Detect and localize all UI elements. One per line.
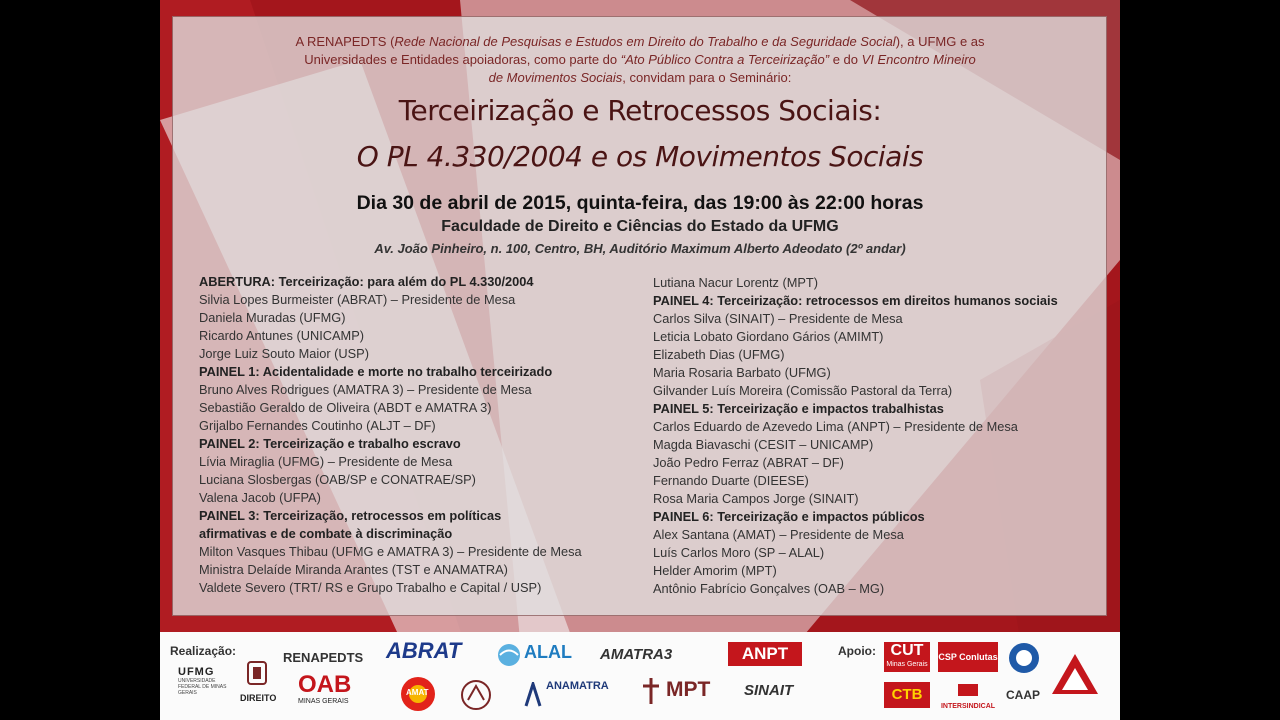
speaker-line: Leticia Lobato Giordano Gários (AMIMT) — [653, 329, 884, 344]
speaker-line: Valena Jacob (UFPA) — [199, 490, 321, 505]
speaker-line: Luciana Slosbergas (OAB/SP e CONATRAE/SP) — [199, 472, 476, 487]
speaker-line: Fernando Duarte (DIEESE) — [653, 473, 809, 488]
heading-text: Terceirização e trabalho escravo — [259, 436, 461, 451]
ctb-logo: CTB — [884, 682, 930, 708]
realizacao-label: Realização: — [170, 644, 237, 658]
intro-line-3: de Movimentos Sociais, convidam para o Seminário: — [488, 70, 792, 85]
heading-text: Terceirização e impactos trabalhistas — [713, 401, 944, 416]
heading-label: PAINEL 5: — [653, 401, 714, 416]
intro-line-1: A RENAPEDTS (Rede Nacional de Pesquisas e Estudos em Direito do Trabalho e da Seguridade Social), a UFMG e as — [295, 34, 985, 49]
speaker-line: Carlos Silva (SINAIT) – Presidente de Mesa — [653, 311, 903, 326]
program-heading — [199, 363, 639, 381]
seal-icon — [1008, 642, 1040, 674]
speaker-line: Maria Rosaria Barbato (UFMG) — [653, 365, 831, 380]
fist-icon — [938, 682, 998, 698]
program-heading — [653, 508, 1103, 526]
heading-text: Acidentalidade e morte no trabalho terceirizado — [259, 364, 553, 379]
amatra3-logo: AMATRA3 — [600, 646, 673, 663]
heading-text: Terceirização: para além do PL 4.330/2004 — [275, 274, 534, 289]
renapedts-logo: RENAPEDTS — [283, 650, 364, 665]
anpt-logo: ANPT — [728, 642, 802, 666]
heading-text: Terceirização e impactos públicos — [713, 509, 925, 524]
speaker-line: Bruno Alves Rodrigues (AMATRA 3) – Presidente de Mesa — [199, 382, 532, 397]
triangle-logo — [1050, 652, 1100, 696]
speaker-line: Gilvander Luís Moreira (Comissão Pastoral da Terra) — [653, 383, 953, 398]
event-date: Dia 30 de abril de 2015, quinta-feira, das 19:00 às 22:00 horas — [356, 192, 924, 214]
speaker-line: Jorge Luiz Souto Maior (USP) — [199, 346, 369, 361]
speaker-line: Ricardo Antunes (UNICAMP) — [199, 328, 364, 343]
speaker-line: Elizabeth Dias (UFMG) — [653, 347, 785, 362]
speaker-line: Lutiana Nacur Lorentz (MPT) — [653, 275, 819, 290]
seminar-subtitle: O PL 4.330/2004 e os Movimentos Sociais — [356, 140, 924, 173]
anamatra-a-icon — [524, 682, 542, 708]
speaker-line: Magda Biavaschi (CESIT – UNICAMP) — [653, 437, 874, 452]
speaker-line: Lívia Miraglia (UFMG) – Presidente de Mesa — [199, 454, 453, 469]
globe-icon — [496, 642, 522, 668]
program-heading — [199, 435, 639, 453]
caap-logo: CAAP — [1006, 688, 1041, 702]
triangle-icon — [1050, 652, 1100, 696]
event-venue: Faculdade de Direito e Ciências do Estado da UFMG — [441, 218, 839, 235]
abrat-logo: ABRAT — [386, 638, 462, 663]
amat-logo: AMAT — [398, 676, 438, 712]
round-emblem-logo — [1008, 642, 1040, 674]
heading-label: ABERTURA: — [199, 274, 276, 289]
seminar-title: Terceirização e Retrocessos Sociais: — [398, 94, 882, 127]
heading-label: PAINEL 2: — [199, 436, 260, 451]
program-heading — [653, 292, 1103, 310]
speaker-line: Valdete Severo (TRT/ RS e Grupo Trabalho e Capital / USP) — [199, 580, 542, 595]
heading-text: afirmativas e de combate à discriminação — [199, 526, 453, 541]
speaker-line: Helder Amorim (MPT) — [653, 563, 777, 578]
ufmg-logo: UFMG UNIVERSIDADE FEDERAL DE MINAS GERAIS — [178, 666, 227, 696]
speaker-line: Luís Carlos Moro (SP – ALAL) — [653, 545, 825, 560]
oab-logo: OAB MINAS GERAIS — [298, 671, 352, 705]
speaker-line: Silvia Lopes Burmeister (ABRAT) – Presidente de Mesa — [199, 292, 516, 307]
speaker-line: João Pedro Ferraz (ABRAT – DF) — [653, 455, 844, 470]
speaker-line: Rosa Maria Campos Jorge (SINAIT) — [653, 491, 859, 506]
event-address: Av. João Pinheiro, n. 100, Centro, BH, Auditório Maximum Alberto Adeodato (2º andar) — [374, 241, 906, 256]
program-heading — [199, 273, 639, 291]
speaker-line: Milton Vasques Thibau (UFMG e AMATRA 3) – Presidente de Mesa — [199, 544, 582, 559]
crest-icon — [245, 660, 269, 688]
sponsor-logo-strip: Realização: Apoio: UFMG UNIVERSIDADE FEDERAL DE MINAS GERAIS DIREITO RENAPEDTS ABRAT ALAL AMATRA3 ANPT OAB MINAS GERAIS AMAT ANAMATRA MPT SINAIT CUT Minas Gerais CSP Conlutas CTB INTERSINDICAL CAAP — [160, 632, 1120, 720]
sinait-logo: SINAIT — [744, 682, 794, 699]
intersindical-logo: INTERSINDICAL — [938, 682, 998, 708]
program-heading — [653, 400, 1103, 418]
speaker-line: Grijalbo Fernandes Coutinho (ALJT – DF) — [199, 418, 436, 433]
heading-label: PAINEL 6: — [653, 509, 714, 524]
apoio-label: Apoio: — [838, 644, 876, 658]
heading-text: Terceirização: retrocessos em direitos humanos sociais — [713, 293, 1058, 308]
speaker-line: Alex Santana (AMAT) – Presidente de Mesa — [653, 527, 904, 542]
seminar-poster — [160, 0, 1120, 720]
heading-text: Terceirização, retrocessos em políticas — [259, 508, 502, 523]
csp-conlutas-logo: CSP Conlutas — [938, 642, 998, 672]
intro-line-2: Universidades e Entidades apoiadoras, como parte do “Ato Público Contra a Terceirização” e do VI Encontro Mineiro — [304, 52, 976, 67]
speaker-line: Antônio Fabrício Gonçalves (OAB – MG) — [653, 581, 885, 596]
direito-logo: DIREITO — [240, 660, 274, 703]
speaker-line: Sebastião Geraldo de Oliveira (ABDT e AMATRA 3) — [199, 400, 492, 415]
program-heading — [199, 507, 639, 525]
heading-label: PAINEL 4: — [653, 293, 714, 308]
scales-icon — [456, 678, 496, 712]
program-right-column — [653, 274, 1103, 598]
mpt-emblem-icon — [640, 676, 662, 706]
cut-logo: CUT Minas Gerais — [884, 642, 930, 672]
emblem-logo — [456, 678, 496, 712]
program-left-column — [199, 273, 639, 597]
speaker-line: Daniela Muradas (UFMG) — [199, 310, 346, 325]
speaker-line: Ministra Delaíde Miranda Arantes (TST e ANAMATRA) — [199, 562, 508, 577]
heading-label: PAINEL 3: — [199, 508, 260, 523]
heading-label: PAINEL 1: — [199, 364, 260, 379]
speaker-line: Carlos Eduardo de Azevedo Lima (ANPT) – Presidente de Mesa — [653, 419, 1018, 434]
alal-logo: ALAL — [496, 640, 582, 670]
program-heading — [199, 525, 639, 543]
